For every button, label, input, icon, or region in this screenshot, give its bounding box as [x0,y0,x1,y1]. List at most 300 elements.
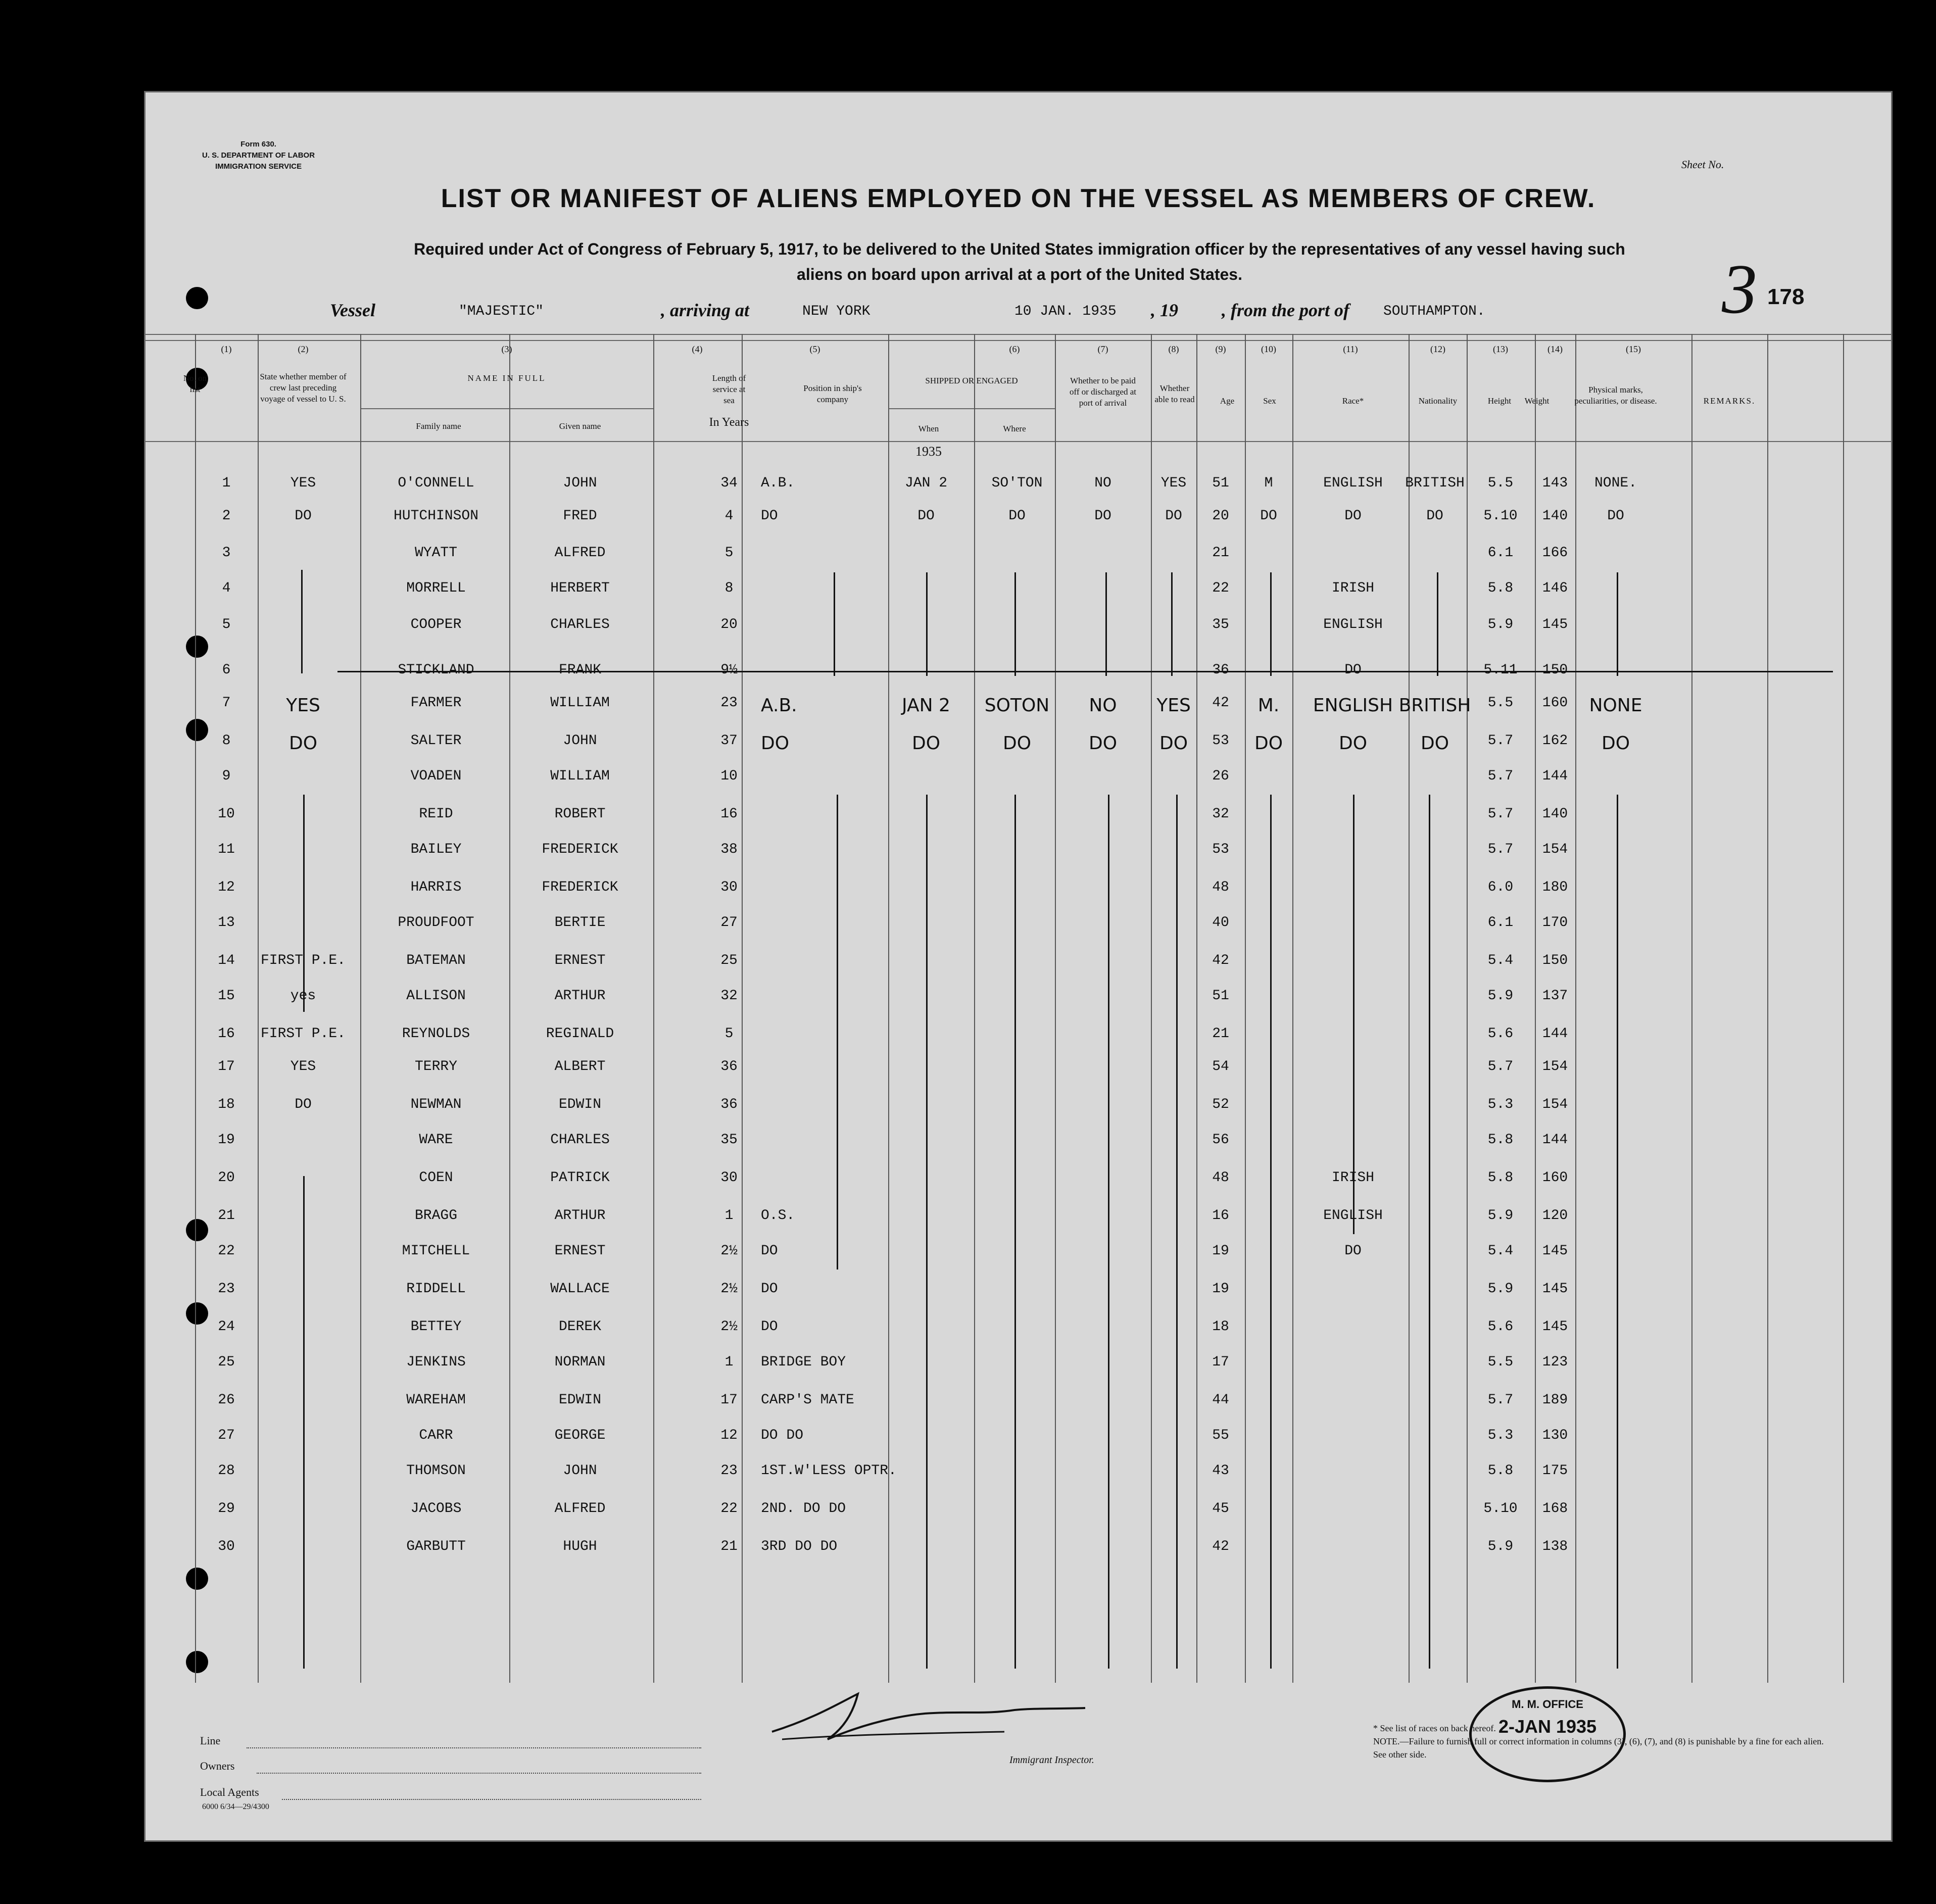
col-header-no: No. on list [183,373,207,394]
service-cell: 16 [720,806,738,822]
row-number: 24 [218,1319,235,1335]
weight-cell: 146 [1542,580,1568,596]
weight-cell: 175 [1542,1463,1568,1479]
row-number: 6 [222,662,231,678]
paid-cell: NO [1089,695,1117,716]
penalty-note: NOTE.—Failure to furnish full or correct information in columns (3), (6), (7), and (8) is punishable by a fine for each alien. See other side. [1373,1736,1824,1760]
row-number: 17 [218,1059,235,1075]
state-cell: DO [295,1097,312,1112]
given-name-cell: EDWIN [558,1392,602,1408]
table-row [146,979,1891,1014]
department: U. S. DEPARTMENT OF LABOR [202,151,315,160]
ditto-line [837,795,838,1270]
family-name-cell: WARE [419,1132,453,1148]
family-name-cell: VOADEN [410,768,462,784]
family-name-cell: BATEMAN [406,953,466,968]
service-cell: 22 [720,1501,738,1517]
service: IMMIGRATION SERVICE [215,162,302,171]
column-number: (2) [298,344,309,354]
vessel-label: Vessel [330,300,375,320]
family-name-cell: MORRELL [406,580,466,596]
column-number: (8) [1168,344,1179,354]
service-cell: 37 [720,733,738,749]
age-cell: 55 [1212,1428,1229,1443]
height-cell: 5.9 [1487,1208,1514,1224]
row-number: 20 [218,1170,235,1186]
weight-cell: 180 [1542,880,1568,895]
agents-field [282,1798,701,1800]
arriving-at: NEW YORK [802,304,870,319]
weight-cell: 140 [1542,508,1568,524]
age-cell: 53 [1212,842,1229,857]
age-cell: 22 [1212,580,1229,596]
height-cell: 5.7 [1487,842,1514,857]
service-cell: 8 [724,580,734,596]
table-row [146,608,1891,643]
ditto-line [834,572,835,676]
family-name-cell: REYNOLDS [402,1026,470,1042]
when-cell: DO [917,508,935,524]
table-row [146,1272,1891,1307]
state-cell: YES [290,475,316,491]
race-cell: ENGLISH [1323,475,1383,491]
subtitle-line-2: aliens on board upon arrival at a port of the United States. [797,265,1242,283]
owners-field [257,1772,701,1774]
position-cell: A.B. [761,695,797,716]
age-cell: 21 [1212,545,1229,561]
row-number: 25 [218,1354,235,1370]
where-cell: SO'TON [991,475,1043,491]
age-cell: 53 [1212,733,1229,749]
table-row [146,759,1891,795]
stamp-office: M. M. OFFICE [1512,1698,1583,1711]
row-number: 23 [218,1281,235,1297]
height-cell: 5.5 [1487,1354,1514,1370]
family-name-cell: COOPER [410,617,462,632]
age-cell: 36 [1212,662,1229,678]
table-row [146,1161,1891,1196]
given-name-cell: ERNEST [554,953,606,968]
age-cell: 44 [1212,1392,1229,1408]
given-name-cell: DEREK [558,1319,602,1335]
sheet-number-handwritten: 3 [1722,250,1757,328]
family-name-cell: TERRY [414,1059,458,1075]
race-cell: DO [1344,1243,1362,1259]
age-cell: 48 [1212,880,1229,895]
position-cell: DO [761,733,790,754]
given-name-cell: WALLACE [550,1281,610,1297]
race-cell: ENGLISH [1323,1208,1383,1224]
ditto-line [926,572,928,676]
col-header-family: Family name [416,421,461,431]
agents-label: Local Agents [200,1786,259,1798]
given-name-cell: ROBERT [554,806,606,822]
physical-cell: DO [1607,508,1624,524]
service-cell: 4 [724,508,734,524]
family-name-cell: BETTEY [410,1319,462,1335]
row-number: 28 [218,1463,235,1479]
row-number: 27 [218,1428,235,1443]
table-row [146,653,1891,689]
state-cell: YES [286,695,320,716]
weight-cell: 145 [1542,617,1568,632]
col-header-height: Height [1487,396,1512,406]
age-cell: 40 [1212,915,1229,931]
service-cell: 25 [720,953,738,968]
sex-cell: M [1264,475,1273,491]
table-row [146,797,1891,833]
family-name-cell: PROUDFOOT [398,915,474,931]
year-label: , 19 [1151,300,1178,320]
nationality-cell: BRITISH [1398,695,1471,716]
col-header-given: Given name [559,421,601,431]
height-cell: 6.1 [1487,545,1514,561]
family-name-cell: THOMSON [406,1463,466,1479]
service-cell: 2½ [720,1319,738,1335]
weight-cell: 130 [1542,1428,1568,1443]
nationality-cell: BRITISH [1405,475,1465,491]
physical-cell: DO [1601,733,1630,754]
weight-cell: 160 [1542,1170,1568,1186]
row-number: 18 [218,1097,235,1112]
column-number: (9) [1215,344,1226,354]
table-row [146,536,1891,571]
position-cell: CARP'S MATE [761,1392,854,1408]
paid-cell: DO [1094,508,1111,524]
height-cell: 5.10 [1483,508,1518,524]
table-rule [146,340,1891,341]
weight-cell: 154 [1542,1097,1568,1112]
table-row [146,1050,1891,1085]
row-number: 8 [222,733,231,749]
age-cell: 26 [1212,768,1229,784]
height-cell: 5.7 [1487,1059,1514,1075]
weight-cell: 154 [1542,1059,1568,1075]
family-name-cell: HUTCHINSON [393,508,479,524]
weight-cell: 160 [1542,695,1568,711]
col-header-race: Race* [1342,396,1364,406]
col-header-read: Whether able to read [1154,383,1195,404]
col-header-weight: Weight [1524,396,1550,406]
age-cell: 19 [1212,1243,1229,1259]
height-cell: 5.5 [1487,475,1514,491]
age-cell: 52 [1212,1097,1229,1112]
nationality-cell: DO [1420,733,1449,754]
weight-cell: 166 [1542,545,1568,561]
weight-cell: 168 [1542,1501,1568,1517]
height-cell: 5.7 [1487,768,1514,784]
age-cell: 42 [1212,695,1229,711]
service-cell: 5 [724,1026,734,1042]
height-cell: 5.9 [1487,617,1514,632]
weight-cell: 189 [1542,1392,1568,1408]
ditto-line [303,1176,305,1669]
age-cell: 18 [1212,1319,1229,1335]
position-cell: DO [761,508,778,524]
family-name-cell: STICKLAND [398,662,474,678]
weight-cell: 144 [1542,1132,1568,1148]
age-cell: 48 [1212,1170,1229,1186]
height-cell: 5.6 [1487,1319,1514,1335]
family-name-cell: MITCHELL [402,1243,470,1259]
given-name-cell: ALFRED [554,545,606,561]
service-cell: 36 [720,1097,738,1112]
given-name-cell: FRANK [558,662,602,678]
arriving-label: , arriving at [661,300,750,320]
state-cell: DO [288,733,318,754]
column-number: (5) [809,344,820,354]
given-name-cell: ERNEST [554,1243,606,1259]
column-number: (11) [1343,344,1358,354]
subtitle-line-1: Required under Act of Congress of February 5, 1917, to be delivered to the United States immigration officer by the representatives of any vessel having such [414,240,1625,258]
service-cell: 36 [720,1059,738,1075]
given-name-cell: BERTIE [554,915,606,931]
ditto-line [1270,572,1272,676]
table-row [146,1530,1891,1565]
given-name-cell: HERBERT [550,580,610,596]
weight-cell: 138 [1542,1539,1568,1554]
table-row [146,944,1891,979]
height-cell: 5.3 [1487,1097,1514,1112]
age-cell: 32 [1212,806,1229,822]
row-number: 26 [218,1392,235,1408]
col-header-age: Age [1220,396,1235,406]
row-number: 5 [222,617,231,632]
stamp-date: 2-JAN 1935 [1498,1716,1597,1737]
strikethrough-line [337,671,1833,672]
arrival-date: 10 JAN. 1935 [1014,304,1117,319]
col-header-paid: Whether to be paid off or discharged at port of arrival [1069,376,1137,408]
col-header-physical: Physical marks, peculiarities, or disease. [1574,385,1657,406]
col-header-state: State whether member of crew last preceding voyage of vessel to U. S. [260,372,347,404]
family-name-cell: HARRIS [410,880,462,895]
table-rule [360,408,653,409]
height-cell: 5.4 [1487,953,1514,968]
table-row [146,1454,1891,1489]
given-name-cell: PATRICK [550,1170,610,1186]
sex-cell: M. [1257,695,1280,716]
height-cell: 5.11 [1483,662,1518,678]
line-field [247,1747,701,1748]
office-stamp [1469,1686,1626,1782]
age-cell: 54 [1212,1059,1229,1075]
service-cell: 23 [720,695,738,711]
position-cell: A.B. [761,475,795,491]
service-cell: 1 [724,1208,734,1224]
row-number: 2 [222,508,231,524]
page-number: 178 [1767,284,1805,309]
inspector-signature [752,1684,1105,1749]
form-number: Form 630. [240,140,276,149]
race-cell: ENGLISH [1313,695,1393,716]
service-cell: 2½ [720,1243,738,1259]
read-cell: DO [1159,733,1188,754]
position-cell: 1ST.W'LESS OPTR. [761,1463,897,1479]
given-name-cell: FREDERICK [542,842,618,857]
column-number: (10) [1261,344,1276,354]
table-row [146,833,1891,868]
service-cell: 17 [720,1392,738,1408]
age-cell: 16 [1212,1208,1229,1224]
position-cell: DO [761,1243,778,1259]
race-cell: DO [1344,508,1362,524]
table-row [146,870,1891,906]
height-cell: 5.7 [1487,806,1514,822]
row-number: 15 [218,988,235,1004]
age-cell: 19 [1212,1281,1229,1297]
table-row [146,466,1891,502]
service-cell: 34 [720,475,738,491]
ditto-line [1617,572,1618,676]
height-cell: 5.9 [1487,1281,1514,1297]
col-header-nationality: Nationality [1418,396,1458,406]
given-name-cell: GEORGE [554,1428,606,1443]
paid-cell: DO [1088,733,1118,754]
weight-cell: 144 [1542,768,1568,784]
service-cell: 10 [720,768,738,784]
height-cell: 5.6 [1487,1026,1514,1042]
height-cell: 6.0 [1487,880,1514,895]
height-cell: 5.3 [1487,1428,1514,1443]
from-port: SOUTHAMPTON. [1383,304,1485,319]
given-name-cell: NORMAN [554,1354,606,1370]
height-cell: 6.1 [1487,915,1514,931]
table-rule [888,408,1055,409]
when-cell: JAN 2 [902,695,950,716]
height-cell: 5.7 [1487,1392,1514,1408]
inspector-label: Immigrant Inspector. [1009,1754,1094,1766]
service-cell: 20 [720,617,738,632]
column-number: (14) [1547,344,1563,354]
age-cell: 56 [1212,1132,1229,1148]
row-number: 10 [218,806,235,822]
state-cell: DO [295,508,312,524]
given-name-cell: ALFRED [554,1501,606,1517]
ditto-line [1176,795,1178,1669]
sheet-label: Sheet No. [1681,158,1724,171]
family-name-cell: RIDDELL [406,1281,466,1297]
age-cell: 35 [1212,617,1229,632]
ditto-line [1014,572,1016,676]
col-header-shipped: SHIPPED OR ENGAGED [925,376,1018,385]
col-header-sex: Sex [1263,396,1276,406]
read-cell: YES [1156,695,1191,716]
family-name-cell: WYATT [414,545,458,561]
family-name-cell: FARMER [410,695,462,711]
age-cell: 17 [1212,1354,1229,1370]
row-number: 11 [218,842,235,857]
weight-cell: 150 [1542,953,1568,968]
row-number: 19 [218,1132,235,1148]
age-cell: 42 [1212,953,1229,968]
table-row [146,1345,1891,1381]
weight-cell: 145 [1542,1243,1568,1259]
col-header-where: Where [1003,424,1026,433]
sex-cell: DO [1260,508,1277,524]
height-cell: 5.8 [1487,1170,1514,1186]
height-cell: 5.8 [1487,1463,1514,1479]
ditto-line [301,570,303,673]
state-cell: YES [290,1059,316,1075]
service-cell: 1 [724,1354,734,1370]
column-number: (1) [221,344,232,354]
where-cell: DO [1002,733,1032,754]
position-cell: DO [761,1319,778,1335]
service-cell: 12 [720,1428,738,1443]
table-row [146,906,1891,941]
family-name-cell: REID [419,806,453,822]
family-name-cell: JACOBS [410,1501,462,1517]
given-name-cell: EDWIN [558,1097,602,1112]
column-number: (15) [1626,344,1641,354]
given-name-cell: ALBERT [554,1059,606,1075]
table-row [146,499,1891,534]
weight-cell: 162 [1542,733,1568,749]
row-number: 1 [222,475,231,491]
state-cell: yes [290,988,316,1004]
position-cell: BRIDGE BOY [761,1354,846,1370]
weight-cell: 145 [1542,1281,1568,1297]
sex-cell: DO [1254,733,1283,754]
from-label: , from the port of [1222,300,1350,320]
position-cell: DO DO [761,1428,804,1443]
given-name-cell: JOHN [563,733,597,749]
weight-cell: 123 [1542,1354,1568,1370]
weight-cell: 120 [1542,1208,1568,1224]
race-cell: IRISH [1331,1170,1375,1186]
position-cell: 3RD DO DO [761,1539,838,1554]
ditto-line [1108,795,1109,1669]
state-cell: FIRST P.E. [260,953,346,968]
given-name-cell: REGINALD [546,1026,614,1042]
row-number: 13 [218,915,235,931]
height-cell: 5.8 [1487,580,1514,596]
weight-cell: 144 [1542,1026,1568,1042]
col-header-name: NAME IN FULL [467,373,546,383]
family-name-cell: BRAGG [414,1208,458,1224]
family-name-cell: COEN [419,1170,453,1186]
service-cell: 23 [720,1463,738,1479]
race-cell: DO [1344,662,1362,678]
position-cell: O.S. [761,1208,795,1224]
ditto-line [1437,572,1438,676]
race-cell: ENGLISH [1323,617,1383,632]
service-cell: 27 [720,915,738,931]
weight-cell: 150 [1542,662,1568,678]
ditto-line [1270,795,1272,1669]
table-row [146,1234,1891,1270]
row-number: 21 [218,1208,235,1224]
col-header-service: Length of service at sea [712,373,746,405]
in-years-note: In Years [709,416,749,429]
column-number: (13) [1493,344,1508,354]
height-cell: 5.7 [1487,733,1514,749]
family-name-cell: WAREHAM [406,1392,466,1408]
age-cell: 43 [1212,1463,1229,1479]
ditto-line [926,795,928,1669]
service-cell: 2½ [720,1281,738,1297]
row-number: 22 [218,1243,235,1259]
when-cell: JAN 2 [904,475,948,491]
table-row [146,1310,1891,1345]
weight-cell: 145 [1542,1319,1568,1335]
physical-cell: NONE [1589,695,1642,716]
owners-label: Owners [200,1760,235,1772]
row-number: 14 [218,953,235,968]
table-row [146,1199,1891,1234]
row-number: 29 [218,1501,235,1517]
vessel-name: "MAJESTIC" [459,304,544,319]
